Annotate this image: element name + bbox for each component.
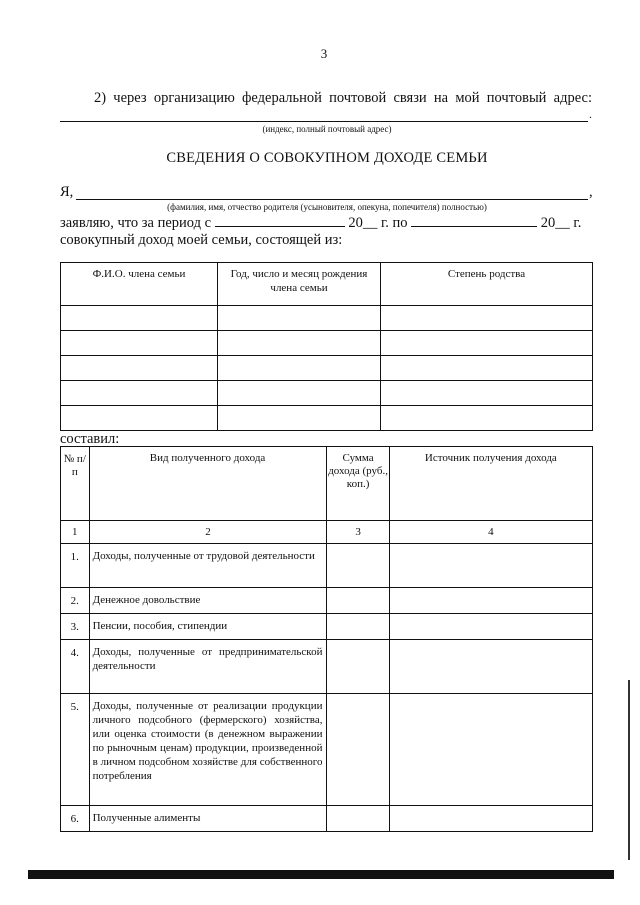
column-index-row <box>61 521 593 544</box>
income-source-cell[interactable] <box>389 806 592 832</box>
income-source-cell[interactable] <box>389 640 592 694</box>
relationship-cell[interactable] <box>381 406 593 431</box>
row-number: 2. <box>61 588 90 614</box>
table-row <box>61 544 593 588</box>
income-source-cell[interactable] <box>389 614 592 640</box>
income-sum-cell[interactable] <box>327 614 389 640</box>
table-row <box>61 331 593 356</box>
declarant-prefix: Я, <box>60 184 74 200</box>
period-year-start: 20__ г. по <box>348 215 408 231</box>
column-index: 4 <box>389 521 592 544</box>
header-income-source: Источник получения дохода <box>389 447 592 521</box>
row-number: 1. <box>61 544 90 588</box>
declarant-name-field[interactable] <box>76 199 588 200</box>
address-field-hint: (индекс, полный почтовый адрес) <box>262 124 392 134</box>
relationship-cell[interactable] <box>381 331 593 356</box>
fio-cell[interactable] <box>61 306 218 331</box>
birth-date-cell[interactable] <box>218 306 381 331</box>
relationship-cell[interactable] <box>381 306 593 331</box>
declarant-name-end-mark: , <box>589 184 593 200</box>
row-number: 3. <box>61 614 90 640</box>
income-sum-cell[interactable] <box>327 640 389 694</box>
header-number: № п/п <box>61 447 90 521</box>
column-index: 3 <box>327 521 389 544</box>
table-row <box>61 614 593 640</box>
birth-date-cell[interactable] <box>218 356 381 381</box>
row-number: 4. <box>61 640 90 694</box>
income-type: Пенсии, пособия, стипендии <box>89 614 327 640</box>
table-row <box>61 306 593 331</box>
table-row <box>61 694 593 806</box>
header-income-type: Вид полученного дохода <box>89 447 327 521</box>
relationship-cell[interactable] <box>381 356 593 381</box>
column-index: 2 <box>89 521 327 544</box>
income-type: Денежное довольствие <box>89 588 327 614</box>
header-fio: Ф.И.О. члена семьи <box>61 263 218 306</box>
income-source-cell[interactable] <box>389 694 592 806</box>
table-row <box>61 588 593 614</box>
birth-date-cell[interactable] <box>218 381 381 406</box>
table-row <box>61 806 593 832</box>
period-prefix: заявляю, что за период с <box>60 215 212 231</box>
fio-cell[interactable] <box>61 331 218 356</box>
period-year-end: 20__ г. <box>540 215 582 231</box>
income-type: Доходы, полученные от трудовой деятельности <box>89 544 327 588</box>
family-composition-label: совокупный доход моей семьи, состоящей из: <box>60 232 343 248</box>
header-birth-date: Год, число и месяц рождения члена семьи <box>218 263 381 306</box>
scan-edge-mark <box>628 680 630 860</box>
page-number: 3 <box>320 46 328 61</box>
fio-cell[interactable] <box>61 406 218 431</box>
birth-date-cell[interactable] <box>218 406 381 431</box>
table-row <box>61 406 593 431</box>
income-sum-cell[interactable] <box>327 588 389 614</box>
family-members-table <box>60 262 593 431</box>
declarant-name-hint: (фамилия, имя, отчество родителя (усыновителя, опекуна, попечителя) полностью) <box>167 202 487 212</box>
address-field[interactable] <box>60 121 588 122</box>
income-type: Полученные алименты <box>89 806 327 832</box>
row-number: 5. <box>61 694 90 806</box>
income-total-label: составил: <box>60 431 120 447</box>
income-table <box>60 446 593 832</box>
postal-address-option: 2) через организацию федеральной почтовой связи на мой почтовый адрес: <box>94 90 592 106</box>
income-sum-cell[interactable] <box>327 694 389 806</box>
relationship-cell[interactable] <box>381 381 593 406</box>
period-end-field[interactable] <box>411 214 537 227</box>
income-type: Доходы, полученные от реализации продукции личного подсобного (фермерского) хозяйства, или оценка стоимости (в денежном выражении по рыночным ценам) продукции, произведенной в личном подсобном хозяйстве для собственного потребления <box>89 694 327 806</box>
fio-cell[interactable] <box>61 356 218 381</box>
header-income-sum: Сумма дохода (руб., коп.) <box>327 447 389 521</box>
column-index: 1 <box>61 521 90 544</box>
income-sum-cell[interactable] <box>327 806 389 832</box>
fio-cell[interactable] <box>61 381 218 406</box>
table-row <box>61 356 593 381</box>
page-title: СВЕДЕНИЯ О СОВОКУПНОМ ДОХОДЕ СЕМЬИ <box>166 150 488 166</box>
row-number: 6. <box>61 806 90 832</box>
birth-date-cell[interactable] <box>218 331 381 356</box>
income-source-cell[interactable] <box>389 544 592 588</box>
income-sum-cell[interactable] <box>327 544 389 588</box>
income-source-cell[interactable] <box>389 588 592 614</box>
period-line <box>60 214 594 232</box>
table-row <box>61 640 593 694</box>
header-relationship: Степень родства <box>381 263 593 306</box>
period-start-field[interactable] <box>215 214 345 227</box>
table-row <box>61 381 593 406</box>
address-end-mark: . <box>589 107 592 121</box>
scan-bottom-bar <box>28 870 614 879</box>
income-type: Доходы, полученные от предпринимательской деятельности <box>89 640 327 694</box>
